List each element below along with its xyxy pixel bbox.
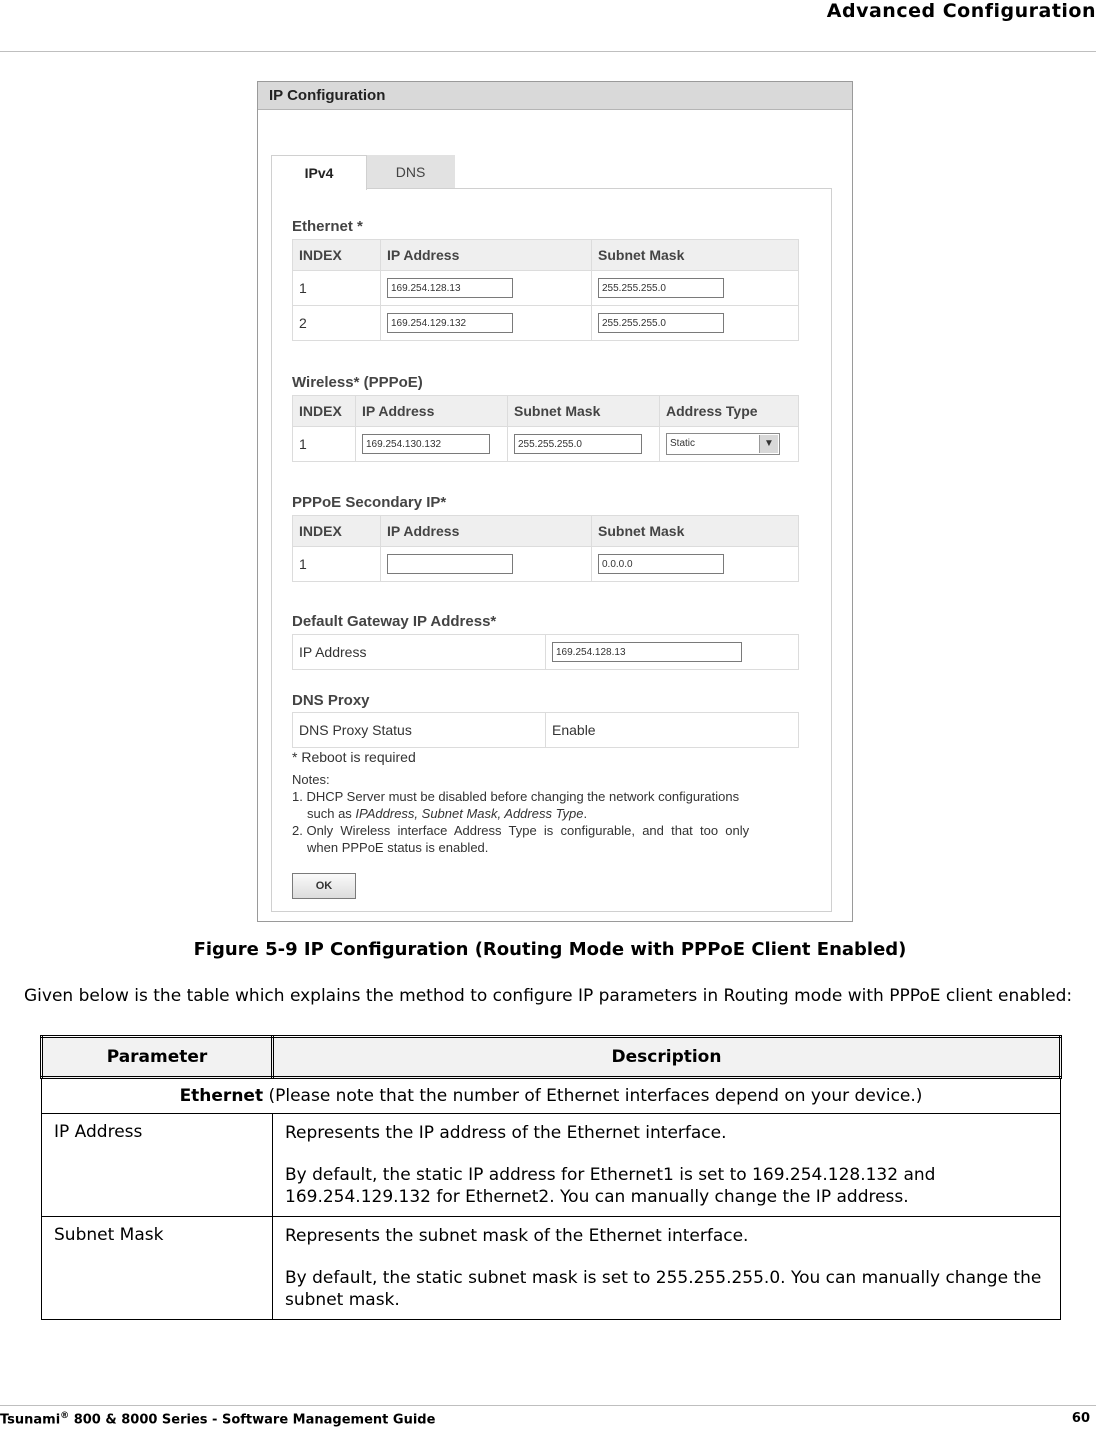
col-index: INDEX [293, 240, 381, 271]
table-row [293, 547, 799, 582]
ethernet-section-title: Ethernet * [292, 218, 363, 235]
notes-block [292, 771, 800, 856]
pppoe-secondary-section-title: PPPoE Secondary IP* [292, 494, 447, 511]
footer-title [0, 1411, 435, 1427]
address-type-select[interactable] [666, 433, 780, 455]
table-row [42, 1114, 1061, 1217]
footer-reg-mark: ® [60, 1411, 70, 1421]
ok-button[interactable]: OK [292, 873, 356, 899]
param-description [273, 1217, 1061, 1320]
ip-configuration-screenshot [257, 81, 853, 922]
figure-caption: Figure 5-9 IP Configuration (Routing Mode with PPPoE Client Enabled) [193, 939, 907, 960]
col-description: Description [273, 1037, 1061, 1078]
col-index: INDEX [293, 396, 356, 427]
dns-proxy-value: Enable [546, 713, 799, 748]
page-header-section: Advanced Configuration [826, 0, 1096, 22]
section-row [42, 1078, 1061, 1114]
row-index: 1 [293, 547, 381, 582]
note-1-line-1: 1. DHCP Server must be disabled before changing the network configurations [292, 789, 740, 804]
col-parameter: Parameter [42, 1037, 273, 1078]
row-index: 1 [293, 427, 356, 462]
parameters-table [40, 1035, 1062, 1320]
note-1-fields: IPAddress, Subnet Mask, Address Type [355, 806, 584, 821]
dns-proxy-section-title: DNS Proxy [292, 692, 370, 709]
reboot-note: * Reboot is required [292, 749, 416, 765]
table-row [293, 427, 799, 462]
dns-proxy-label: DNS Proxy Status [293, 713, 546, 748]
gateway-section-title: Default Gateway IP Address* [292, 613, 497, 630]
address-type-value: Static [670, 438, 696, 449]
ethernet-table [292, 239, 799, 341]
param-name: Subnet Mask [42, 1217, 273, 1320]
header-divider [0, 51, 1096, 52]
wireless-table [292, 395, 799, 462]
table-row [293, 271, 799, 306]
ethernet1-mask-input[interactable]: 255.255.255.0 [598, 278, 724, 298]
pppoe-secondary-table [292, 515, 799, 582]
col-address-type: Address Type [660, 396, 799, 427]
pppoe-secondary-ip-input[interactable] [387, 554, 513, 574]
gateway-table [292, 634, 799, 670]
col-subnet-mask: Subnet Mask [592, 240, 799, 271]
note-1-prefix: such as [307, 806, 356, 821]
section-title: Ethernet [179, 1086, 264, 1106]
ethernet1-ip-input[interactable]: 169.254.128.13 [387, 278, 513, 298]
col-ip-address: IP Address [381, 516, 592, 547]
gateway-ip-input[interactable]: 169.254.128.13 [552, 642, 742, 662]
note-2-line-1: 2. Only Wireless interface Address Type is configurable, and that too only [292, 823, 750, 838]
col-ip-address: IP Address [381, 240, 592, 271]
col-index: INDEX [293, 516, 381, 547]
footer-rest: 800 & 8000 Series - Software Management Guide [69, 1412, 436, 1428]
note-2-line-2: when PPPoE status is enabled. [307, 840, 489, 855]
chevron-down-icon[interactable]: ▼ [759, 435, 778, 453]
wireless-ip-input[interactable]: 169.254.130.132 [362, 434, 490, 454]
tab-ipv4[interactable]: IPv4 [271, 155, 367, 190]
note-1-line-2 [292, 805, 800, 822]
param-name: IP Address [42, 1114, 273, 1217]
row-index: 1 [293, 271, 381, 306]
ethernet2-mask-input[interactable]: 255.255.255.0 [598, 313, 724, 333]
section-note: (Please note that the number of Ethernet interfaces depend on your device.) [263, 1086, 923, 1106]
tab-dns[interactable]: DNS [366, 155, 455, 189]
table-row [42, 1217, 1061, 1320]
gateway-label: IP Address [293, 635, 546, 670]
desc-line: By default, the static IP address for Ethernet1 is set to 169.254.128.132 and 169.254.129.132 for Ethernet2. You can manually change the IP address. [285, 1165, 936, 1207]
col-subnet-mask: Subnet Mask [508, 396, 660, 427]
footer-product: Tsunami [0, 1412, 61, 1428]
footer-divider [0, 1405, 1096, 1406]
desc-line: Represents the subnet mask of the Ethernet interface. [285, 1226, 749, 1246]
page-number: 60 [1071, 1411, 1090, 1426]
param-description [273, 1114, 1061, 1217]
notes-heading: Notes: [292, 772, 330, 787]
row-index: 2 [293, 306, 381, 341]
col-ip-address: IP Address [356, 396, 508, 427]
table-row [293, 306, 799, 341]
window-title: IP Configuration [258, 82, 852, 110]
wireless-mask-input[interactable]: 255.255.255.0 [514, 434, 642, 454]
wireless-section-title: Wireless* (PPPoE) [292, 374, 423, 391]
ethernet2-ip-input[interactable]: 169.254.129.132 [387, 313, 513, 333]
desc-line: By default, the static subnet mask is set to 255.255.255.0. You can manually change the subnet mask. [285, 1268, 1042, 1310]
intro-paragraph: Given below is the table which explains the method to configure IP parameters in Routing mode with PPPoE client enabled: [24, 986, 1073, 1006]
col-subnet-mask: Subnet Mask [592, 516, 799, 547]
desc-line: Represents the IP address of the Ethernet interface. [285, 1123, 727, 1143]
note-1-suffix: . [583, 806, 588, 821]
dns-proxy-table [292, 712, 799, 748]
pppoe-secondary-mask-input[interactable]: 0.0.0.0 [598, 554, 724, 574]
